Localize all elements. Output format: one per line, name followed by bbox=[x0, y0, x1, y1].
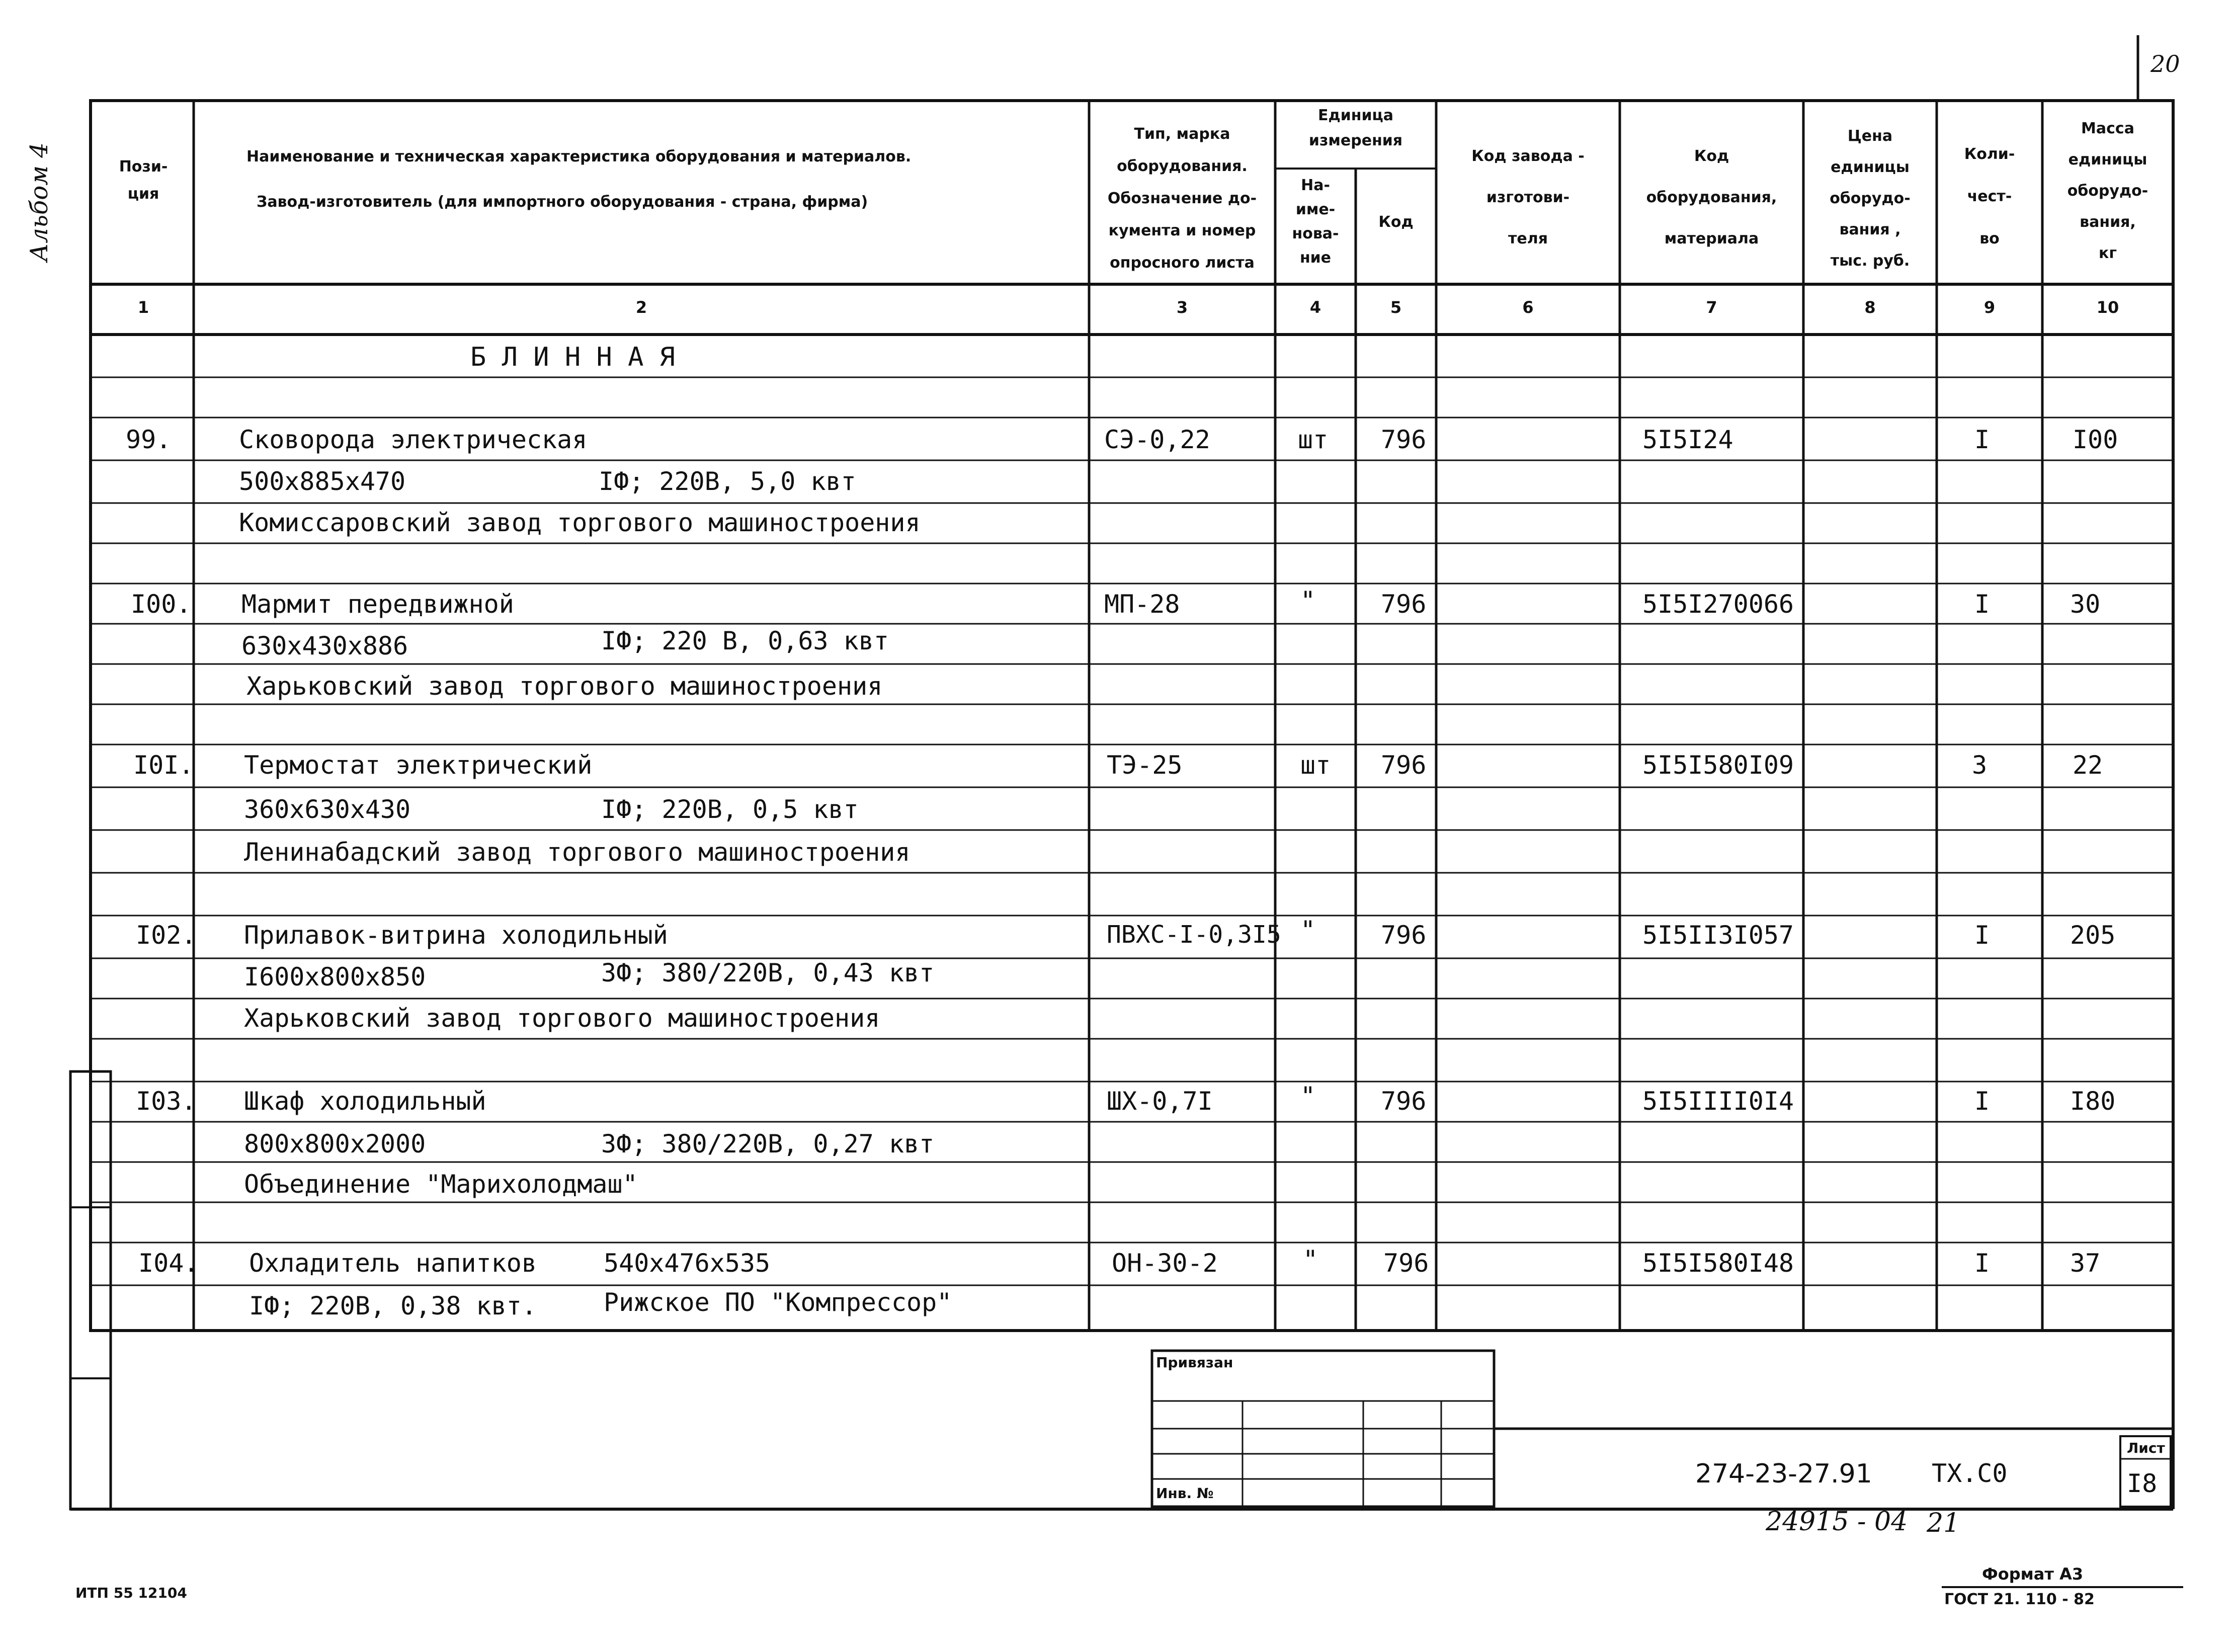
item-unit: шт bbox=[1298, 425, 1329, 454]
item-unit-code: 796 bbox=[1381, 1087, 1427, 1116]
item-equipment-code: 5I5IIII0I4 bbox=[1642, 1087, 1794, 1116]
column-number-3: 3 bbox=[1176, 298, 1188, 317]
column-number-1: 1 bbox=[137, 298, 149, 317]
sheet-number: I8 bbox=[2127, 1469, 2158, 1498]
footer-format: Формат А3 bbox=[1982, 1564, 2084, 1584]
item-power: IФ; 220В, 0,38 квт. bbox=[249, 1291, 537, 1320]
item-mass: 205 bbox=[2070, 921, 2116, 950]
item-unit-code: 796 bbox=[1381, 751, 1427, 780]
item-name: Термостат электрический bbox=[244, 751, 593, 780]
header-unit: Единица измерения bbox=[1308, 107, 1403, 149]
item-name: Мармит передвижной bbox=[241, 590, 514, 619]
item-type: ОН-30-2 bbox=[1112, 1249, 1218, 1278]
item-name: Сковорода электрическая bbox=[239, 425, 588, 454]
handwritten-page: 21 bbox=[1927, 1508, 1960, 1538]
item-mass: I00 bbox=[2073, 425, 2118, 454]
item-quantity: I bbox=[1974, 1249, 1990, 1278]
column-number-7: 7 bbox=[1706, 298, 1717, 317]
column-number-2: 2 bbox=[635, 298, 647, 317]
item-name: Охладитель напитков bbox=[249, 1249, 537, 1278]
item-name: Шкаф холодильный bbox=[244, 1087, 486, 1116]
item-quantity: I bbox=[1974, 425, 1990, 454]
stamp-inventory-number: Инв. № bbox=[1156, 1485, 1214, 1502]
stamp-privyazan: Привязан bbox=[1156, 1354, 1233, 1371]
column-number-10: 10 bbox=[2096, 298, 2119, 317]
item-unit: " bbox=[1300, 586, 1316, 615]
item-manufacturer: Харьковский завод торгового машиностроения bbox=[246, 672, 883, 701]
item-quantity: I bbox=[1974, 921, 1990, 950]
item-manufacturer: Объединение "Марихолодмаш" bbox=[244, 1170, 638, 1199]
item-quantity: I bbox=[1974, 1087, 1990, 1116]
item-manufacturer: Харьковский завод торгового машиностроения bbox=[244, 1004, 880, 1033]
item-mass: I80 bbox=[2070, 1087, 2116, 1116]
document-suffix: ТХ.С0 bbox=[1932, 1459, 2008, 1488]
item-manufacturer: Ленинабадский завод торгового машиностроения bbox=[244, 838, 911, 867]
item-dimensions: 630х430х886 bbox=[241, 631, 408, 660]
item-equipment-code: 5I5I270066 bbox=[1642, 590, 1794, 619]
item-type: ТЭ-25 bbox=[1107, 751, 1183, 780]
item-equipment-code: 5I5I580I09 bbox=[1642, 751, 1794, 780]
item-mass: 22 bbox=[2073, 751, 2103, 780]
item-equipment-code: 5I5I580I48 bbox=[1642, 1249, 1794, 1278]
item-power: 3Ф; 380/220В, 0,27 квт bbox=[601, 1129, 935, 1159]
item-quantity: I bbox=[1974, 590, 1990, 619]
item-unit: шт bbox=[1300, 751, 1331, 780]
footer-gost: ГОСТ 21. 110 - 82 bbox=[1944, 1591, 2095, 1608]
item-power: IФ; 220В, 5,0 квт bbox=[599, 467, 856, 496]
item-unit: " bbox=[1300, 1082, 1316, 1111]
column-number-4: 4 bbox=[1309, 298, 1321, 317]
item-unit-code: 796 bbox=[1381, 590, 1427, 619]
header-quantity: Коли- чест- во bbox=[1964, 145, 2015, 247]
item-mass: 37 bbox=[2070, 1249, 2101, 1278]
item-type: ШХ-0,7I bbox=[1107, 1087, 1213, 1116]
header-equipment-code: Код оборудования, материала bbox=[1646, 147, 1777, 247]
item-unit-code: 796 bbox=[1381, 425, 1427, 454]
item-mass: 30 bbox=[2070, 590, 2101, 619]
sheet-label: Лист bbox=[2127, 1440, 2165, 1456]
item-dimensions: 500х885х470 bbox=[239, 467, 406, 496]
item-power: IФ; 220В, 0,5 квт bbox=[601, 795, 859, 824]
column-number-8: 8 bbox=[1864, 298, 1876, 317]
header-unit-code: Код bbox=[1378, 213, 1414, 231]
item-manufacturer: Рижское ПО "Компрессор" bbox=[604, 1288, 952, 1317]
item-position: I0I. bbox=[133, 751, 194, 780]
header-position: Пози- ция bbox=[119, 158, 168, 203]
item-type: СЭ-0,22 bbox=[1104, 425, 1210, 454]
item-manufacturer: Комиссаровский завод торгового машиностроения bbox=[239, 508, 921, 537]
header-type: Тип, марка оборудования. Обозначение до- кумента и номер опросного листа bbox=[1107, 125, 1257, 272]
item-dimensions: 540х476х535 bbox=[604, 1249, 771, 1278]
album-label: Альбом 4 bbox=[25, 142, 53, 262]
section-title: Б Л И Н Н А Я bbox=[470, 342, 675, 372]
item-position: I03. bbox=[136, 1087, 197, 1116]
item-power: 3Ф; 380/220В, 0,43 квт bbox=[601, 958, 935, 987]
header-name-line2: Завод-изготовитель (для импортного оборудования - страна, фирма) bbox=[257, 193, 868, 211]
item-dimensions: 800х800х2000 bbox=[244, 1129, 426, 1159]
corner-page-number: 20 bbox=[2150, 50, 2180, 77]
footer-code: ИТП 55 12104 bbox=[75, 1585, 187, 1601]
item-position: I00. bbox=[131, 590, 192, 619]
header-name-line1: Наименование и техническая характеристика оборудования и материалов. bbox=[246, 148, 912, 166]
item-position: 99. bbox=[126, 425, 172, 454]
document-code: 274-23-27.91 bbox=[1695, 1459, 1872, 1489]
item-name: Прилавок-витрина холодильный bbox=[244, 921, 668, 950]
item-unit: " bbox=[1300, 916, 1316, 945]
header-mass: Масса единицы оборудо- вания, кг bbox=[2067, 120, 2148, 262]
column-number-6: 6 bbox=[1522, 298, 1534, 317]
column-number-5: 5 bbox=[1390, 298, 1402, 317]
item-unit-code: 796 bbox=[1383, 1249, 1429, 1278]
item-unit-code: 796 bbox=[1381, 921, 1427, 950]
item-type: ПВХС-I-0,3I5 bbox=[1107, 921, 1281, 949]
handwritten-number: 24915 - 04 bbox=[1766, 1507, 1908, 1537]
item-position: I02. bbox=[136, 921, 197, 950]
item-equipment-code: 5I5II3I057 bbox=[1642, 921, 1794, 950]
header-maker-code: Код завода - изготови- теля bbox=[1471, 147, 1585, 247]
item-dimensions: 360х630х430 bbox=[244, 795, 411, 824]
header-unit-name: На- име- нова- ние bbox=[1292, 177, 1339, 267]
item-dimensions: I600х800х850 bbox=[244, 962, 426, 992]
item-unit: " bbox=[1303, 1245, 1318, 1274]
header-price: Цена единицы оборудо- вания , тыс. руб. bbox=[1830, 127, 1911, 270]
column-number-9: 9 bbox=[1983, 298, 1996, 317]
item-equipment-code: 5I5I24 bbox=[1642, 425, 1733, 454]
item-power: IФ; 220 В, 0,63 квт bbox=[601, 626, 889, 655]
item-type: МП-28 bbox=[1104, 590, 1180, 619]
item-position: I04. bbox=[138, 1249, 199, 1278]
item-quantity: 3 bbox=[1972, 751, 1988, 780]
